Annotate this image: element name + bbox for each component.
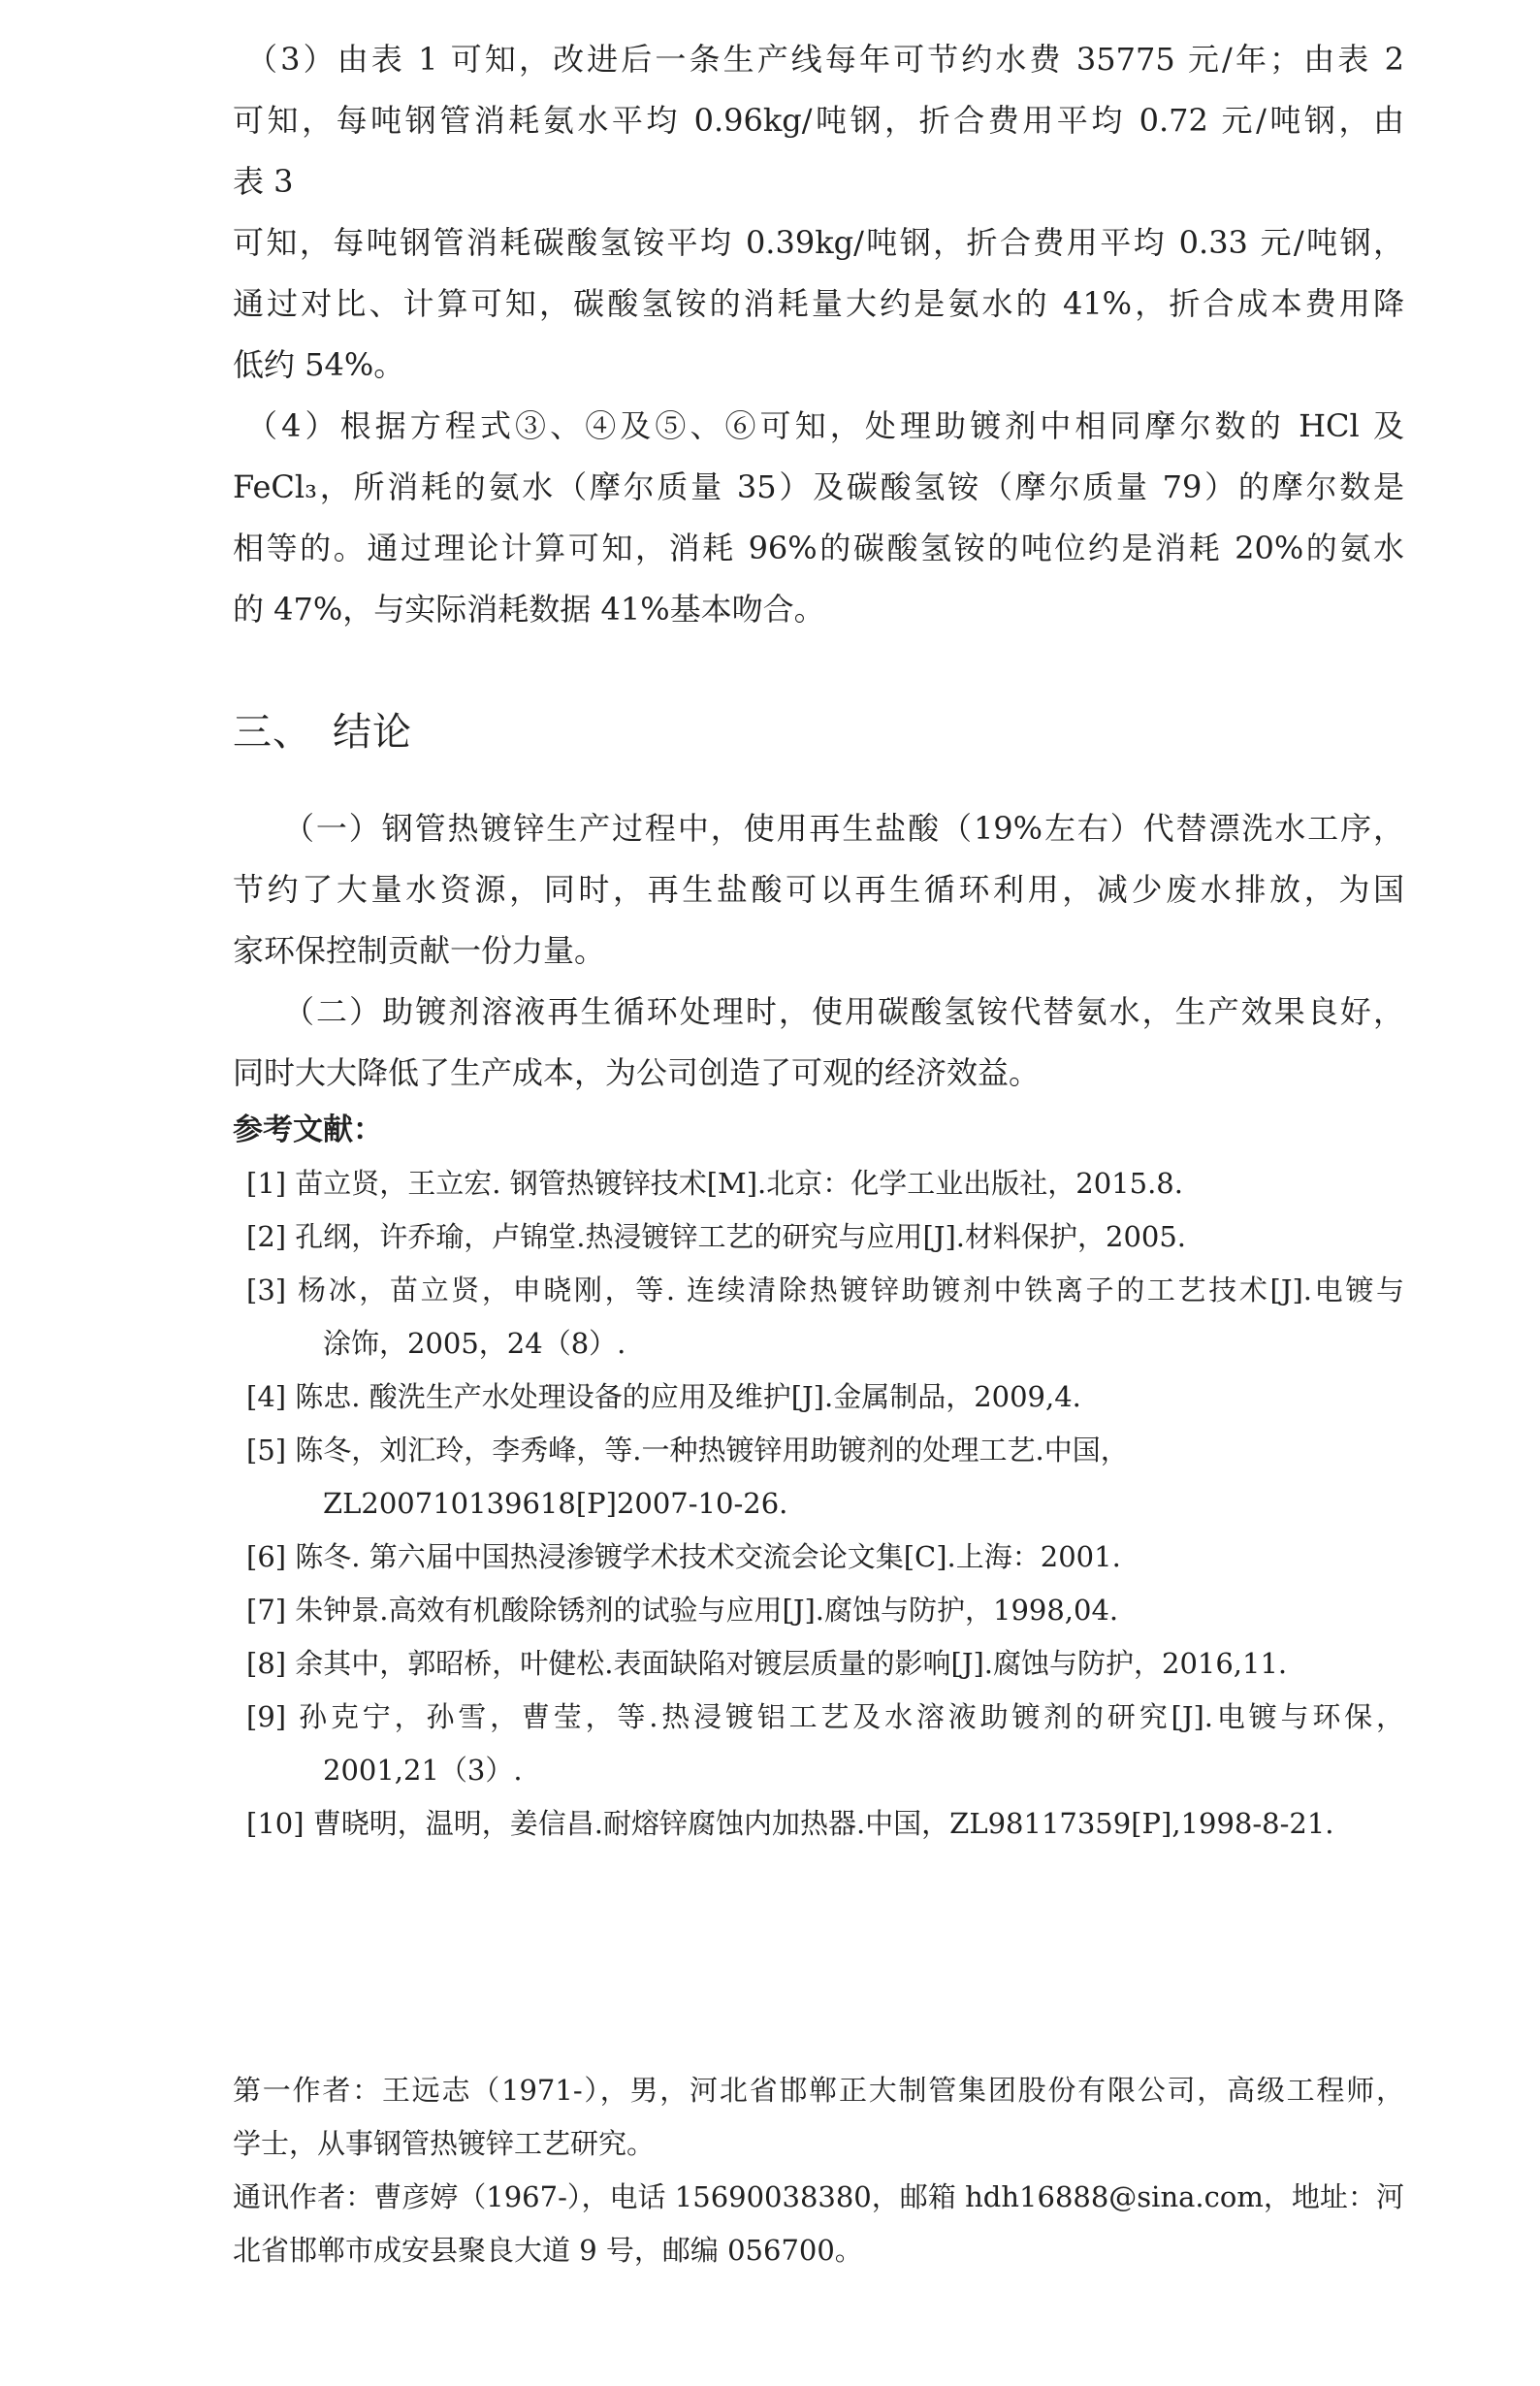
text-line: 的 47%，与实际消耗数据 41%基本吻合。: [233, 591, 825, 628]
text-line: （一）钢管热镀锌生产过程中，使用再生盐酸（19%左右）代替漂洗水工序，: [283, 810, 1404, 848]
text-line: [6] 陈冬. 第六届中国热浸渗镀学术技术交流会论文集[C].上海：2001.: [246, 1540, 1121, 1574]
conclusion-paragraph-1: [233, 798, 1404, 982]
text-line: ZL200710139618[P]2007-10-26.: [323, 1487, 788, 1521]
references-title: 参考文献：: [233, 1112, 383, 1148]
author-note: [233, 2064, 1404, 2277]
text-line: 学士，从事钢管热镀锌工艺研究。: [233, 2127, 656, 2161]
text-line: 2001,21（3）.: [323, 1754, 523, 1788]
text-line: 表 3: [233, 163, 294, 200]
text-line: 可知，每吨钢管消耗碳酸氢铵平均 0.39kg/吨钢，折合费用平均 0.33 元/吨钢，: [233, 224, 1404, 261]
document-content: [233, 29, 1404, 2277]
text-line: [9] 孙克宁，孙雪，曹莹，等.热浸镀铝工艺及水溶液助镀剂的研究[J].电镀与环保，: [246, 1700, 1404, 1734]
text-line: 北省邯郸市成安县聚良大道 9 号，邮编 056700。: [233, 2234, 863, 2268]
paragraph-point-4: [233, 396, 1404, 640]
text-line: 节约了大量水资源，同时，再生盐酸可以再生循环利用，减少废水排放，为国: [233, 871, 1404, 909]
text-line: 可知，每吨钢管消耗氨水平均 0.96kg/吨钢，折合费用平均 0.72 元/吨钢，由: [233, 102, 1404, 139]
text-line: FeCl₃，所消耗的氨水（摩尔质量 35）及碳酸氢铵（摩尔质量 79）的摩尔数是: [233, 468, 1404, 505]
text-line: 第一作者：王远志（1971-），男，河北省邯郸正大制管集团股份有限公司，高级工程师，: [233, 2074, 1404, 2108]
text-line: [7] 朱钟景.高效有机酸除锈剂的试验与应用[J].腐蚀与防护，1998,04.: [246, 1594, 1119, 1628]
text-line: 相等的。通过理论计算可知，消耗 96%的碳酸氢铵的吨位约是消耗 20%的氨水: [233, 530, 1404, 566]
reference-list: [233, 1157, 1404, 1851]
text-line: 低约 54%。: [233, 346, 405, 383]
text-line: （二）助镀剂溶液再生循环处理时，使用碳酸氢铵代替氨水，生产效果良好，: [283, 993, 1404, 1031]
text-line: 同时大大降低了生产成本，为公司创造了可观的经济效益。: [233, 1054, 1041, 1092]
text-line: [8] 余其中，郭昭桥，叶健松.表面缺陷对镀层质量的影响[J].腐蚀与防护，2016,11.: [246, 1647, 1288, 1681]
text-line: （3）由表 1 可知，改进后一条生产线每年可节约水费 35775 元/年；由表 2: [246, 41, 1404, 78]
text-line: 通讯作者：曹彦婷（1967-），电话 15690038380，邮箱 hdh16888@sina.com，地址：河: [233, 2180, 1404, 2214]
text-line: [5] 陈冬，刘汇玲，李秀峰，等.一种热镀锌用助镀剂的处理工艺.中国，: [246, 1434, 1129, 1467]
conclusion-paragraph-2: [233, 982, 1404, 1104]
text-line: [2] 孔纲，许乔瑜，卢锦堂.热浸镀锌工艺的研究与应用[J].材料保护，2005.: [246, 1220, 1187, 1254]
text-line: 通过对比、计算可知，碳酸氢铵的消耗量大约是氨水的 41%，折合成本费用降: [233, 285, 1404, 322]
text-line: [4] 陈忠. 酸洗生产水处理设备的应用及维护[J].金属制品，2009,4.: [246, 1380, 1081, 1414]
paragraph-point-3: [233, 29, 1404, 396]
conclusion-section-heading: 三、 结论: [233, 710, 412, 755]
text-line: [1] 苗立贤，王立宏. 钢管热镀锌技术[M].北京：化学工业出版社，2015.8.: [246, 1167, 1183, 1201]
text-line: [3] 杨冰，苗立贤，申晓刚，等. 连续清除热镀锌助镀剂中铁离子的工艺技术[J].电镀与: [246, 1274, 1404, 1307]
text-line: [10] 曹晓明，温明，姜信昌.耐熔锌腐蚀内加热器.中国，ZL98117359[P],1998-8-21.: [246, 1807, 1334, 1841]
text-line: （4）根据方程式③、④及⑤、⑥可知，处理助镀剂中相同摩尔数的 HCl 及: [246, 407, 1404, 444]
text-line: 家环保控制贡献一份力量。: [233, 932, 606, 970]
text-line: 涂饰，2005，24（8）.: [323, 1327, 626, 1361]
